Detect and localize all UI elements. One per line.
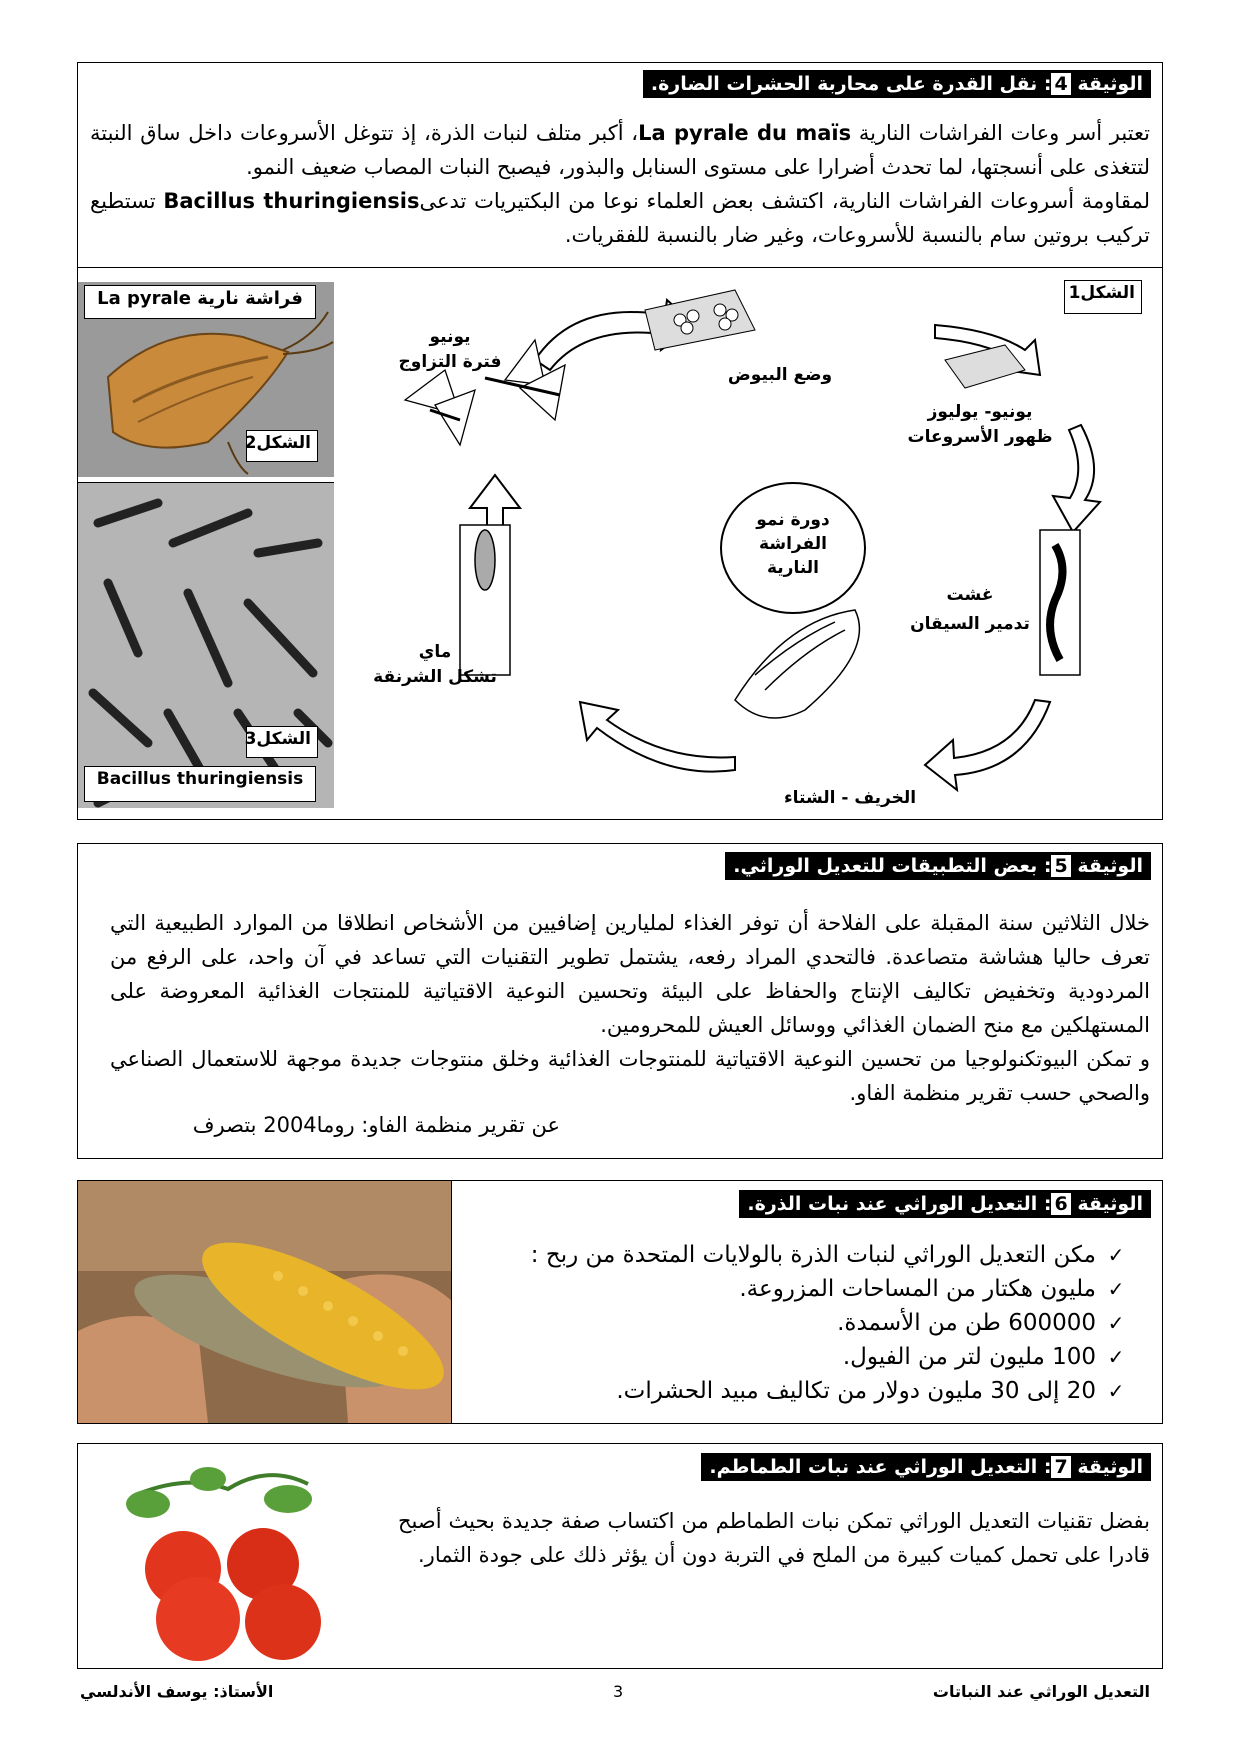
moth-caption: فراشة نارية La pyrale bbox=[84, 285, 316, 319]
stage-larvae-label: ظهور الأسروعات bbox=[907, 427, 1053, 447]
check-icon: ✓ bbox=[1107, 1311, 1125, 1335]
document-5-paragraph-1: خلال الثلاثين سنة المقبلة على الفلاحة أن توفر الغذاء لمليارين إضافيين من الأشخاص انطلاقا من الموارد الطبيعية التي تعرف حاليا هشاشة متصاعدة. فالتحدي المراد رفعه، يشتمل تطوير التقنيات التي تساعد في آن واحد، على الرفع من المردودية وتخفيض تكاليف الإنتاج والحفاظ على البيئة وتحسين النوعية الاقتياتية للمنتجات الغذائية المعروضة على المستهلكين مع منح الضمان الغذائي ووسائل العيش للمحرومين. bbox=[110, 911, 1150, 1037]
footer-subject: التعديل الوراثي عند النباتات bbox=[932, 1682, 1150, 1701]
document-5-source: عن تقرير منظمة الفاو: روما2004 بتصرف bbox=[192, 1113, 560, 1137]
stage-pupa-month: ماي bbox=[418, 642, 452, 662]
bacillus-term: Bacillus thuringiensis bbox=[163, 189, 420, 213]
check-icon: ✓ bbox=[1107, 1243, 1125, 1267]
footer-page-number: 3 bbox=[613, 1682, 624, 1701]
corn-photo bbox=[78, 1181, 452, 1423]
stage-pupa-label: تشكل الشرنقة bbox=[373, 667, 497, 687]
tomato-icon bbox=[78, 1444, 357, 1668]
figure-2-tag: الشكل2 bbox=[246, 430, 318, 462]
pyrale-term: La pyrale du maïs bbox=[638, 121, 852, 145]
document-7-title: الوثيقة 7: التعديل الوراثي عند نبات الطماطم. bbox=[701, 1453, 1151, 1481]
check-icon: ✓ bbox=[1107, 1277, 1125, 1301]
document-5-title: الوثيقة 5: بعض التطبيقات للتعديل الوراثي. bbox=[725, 852, 1151, 880]
document-4-paragraph-1: تعتبر أسر وعات الفراشات النارية La pyrale du maïs، أكبر متلف لنبات الذرة، إذ تتوغل الأسروعات داخل ساق النبتة لتتغذى على أنسجتها، لما تحدث أضرارا على مستوى السنابل والبذور، فيصبح النبات المصاب ضعيف النمو. bbox=[90, 121, 1150, 179]
document-6-list bbox=[496, 1238, 1136, 1408]
stage-stems-label: تدمير السيقان bbox=[910, 614, 1030, 634]
stage-mating-month: يونيو bbox=[429, 327, 471, 347]
list-item: ✓مكن التعديل الوراثي لنبات الذرة بالولايات المتحدة من ربح : bbox=[496, 1238, 1136, 1272]
stage-mating-label: فترة التزاوج bbox=[398, 352, 502, 372]
figure-1-tag: الشكل1 bbox=[1064, 280, 1142, 314]
document-6-title: الوثيقة 6: التعديل الوراثي عند نبات الذرة. bbox=[739, 1190, 1151, 1218]
arrow-stems-to-winter bbox=[925, 700, 1050, 790]
arrow-winter-to-pupa bbox=[580, 702, 735, 772]
figure-3-tag: الشكل3 bbox=[246, 726, 318, 758]
list-item: ✓600000 طن من الأسمدة. bbox=[496, 1306, 1136, 1340]
cycle-center-label: دورة نمو الفراشة النارية bbox=[756, 510, 830, 578]
tomato-photo bbox=[78, 1444, 357, 1668]
bacteria-icon bbox=[78, 483, 334, 808]
eggs-icon bbox=[645, 290, 755, 350]
stage-winter-label: الخريف - الشتاء bbox=[783, 788, 917, 808]
bacillus-photo bbox=[78, 482, 334, 807]
document-4-title: الوثيقة 4: نقل القدرة على محاربة الحشرات الضارة. bbox=[643, 70, 1151, 98]
list-item: ✓20 إلى 30 مليون دولار من تكاليف مبيد الحشرات. bbox=[496, 1374, 1136, 1408]
stage-larvae-month: يونيو- يوليوز bbox=[927, 402, 1033, 422]
document-7-paragraph: بفضل تقنيات التعديل الوراثي تمكن نبات الطماطم من اكتساب صفة جديدة بحيث أصبح قادرا على تحمل كميات كبيرة من الملح في التربة دون أن يؤثر ذلك على جودة الثمار. bbox=[398, 1509, 1150, 1567]
footer-teacher: الأستاذ: يوسف الأندلسي bbox=[80, 1682, 274, 1701]
list-item: ✓مليون هكتار من المساحات المزروعة. bbox=[496, 1272, 1136, 1306]
bacillus-caption: Bacillus thuringiensis bbox=[84, 766, 316, 802]
list-item: ✓100 مليون لتر من الفيول. bbox=[496, 1340, 1136, 1374]
check-icon: ✓ bbox=[1107, 1379, 1125, 1403]
document-4-paragraph-2: لمقاومة أسروعات الفراشات النارية، اكتشف بعض العلماء نوعا من البكتيريات تدعىBacillus thuringiensis تستطيع تركيب بروتين سام بالنسبة للأسروعات، وغير ضار بالنسبة للفقريات. bbox=[90, 189, 1150, 247]
corn-icon bbox=[78, 1181, 452, 1423]
stage-eggs-label: وضع البيوض bbox=[727, 365, 833, 385]
stage-stems-month: غشت bbox=[946, 585, 994, 605]
document-5-paragraph-2: و تمكن البيوتكنولوجيا من تحسين النوعية الاقتياتية للمنتوجات الغذائية وخلق منتوجات جديدة موجهة للاستعمال الصناعي والصحي حسب تقرير منظمة الفاو. bbox=[110, 1047, 1150, 1105]
check-icon: ✓ bbox=[1107, 1345, 1125, 1369]
damaged-corn-icon bbox=[735, 610, 859, 718]
